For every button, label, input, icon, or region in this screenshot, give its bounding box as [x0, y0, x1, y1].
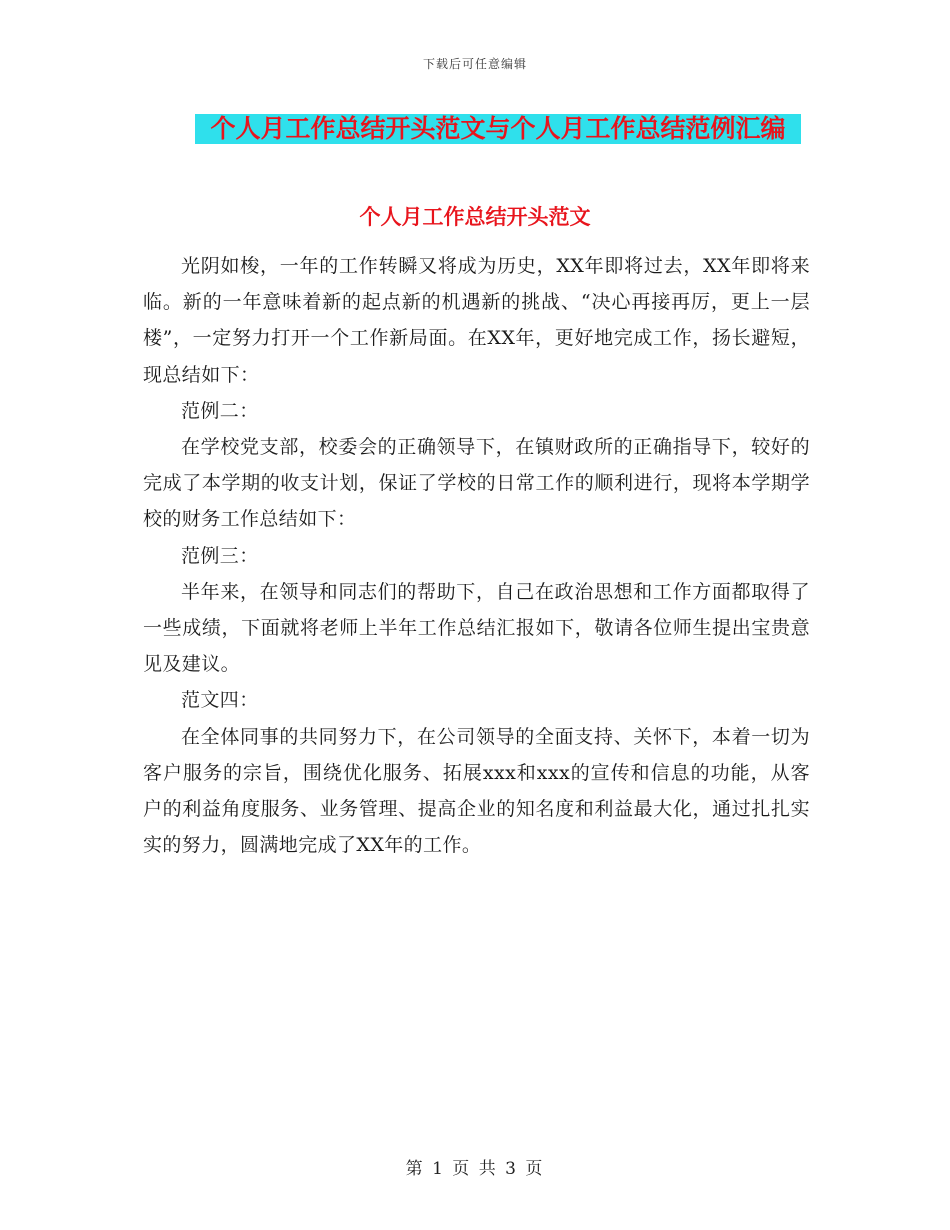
paragraph: 范文四： — [181, 689, 259, 712]
page-number-footer: 第 1 页 共 3 页 — [405, 1159, 545, 1179]
paragraph: 半年来，在领导和同志们的帮助下，自己在政治思想和工作方面都取得了一些成绩，下面就将老师上半年工作总结汇报如下，敬请各位师生提出宝贵意见及建议。 — [143, 580, 810, 676]
section-title: 个人月工作总结开头范文 — [359, 204, 591, 229]
paragraph: 在学校党支部，校委会的正确领导下，在镇财政所的正确指导下，较好的完成了本学期的收支计划，保证了学校的日常工作的顺利进行，现将本学期学校的财务工作总结如下： — [143, 436, 810, 531]
paragraph: 光阴如梭，一年的工作转瞬又将成为历史，XX年即将过去，XX年即将来临。新的一年意味着新的起点新的机遇新的挑战、“决心再接再厉，更上一层楼”，一定努力打开一个工作新局面。在XX年，更好地完成工作，扬长避短，现总结如下： — [143, 255, 810, 386]
document-title: 个人月工作总结开头范文与个人月工作总结范例汇编 — [210, 114, 786, 143]
paragraph: 范例二： — [181, 399, 259, 422]
header-note: 下载后可任意编辑 — [422, 57, 527, 71]
document-body — [143, 248, 810, 863]
paragraph: 在全体同事的共同努力下，在公司领导的全面支持、关怀下，本着一切为客户服务的宗旨，围绕优化服务、拓展xxx和xxx的宣传和信息的功能，从客户的利益角度服务、业务管理、提高企业的知名度和利益最大化，通过扎扎实实的努力，圆满地完成了XX年的工作。 — [143, 725, 810, 857]
paragraph: 范例三： — [181, 544, 259, 567]
